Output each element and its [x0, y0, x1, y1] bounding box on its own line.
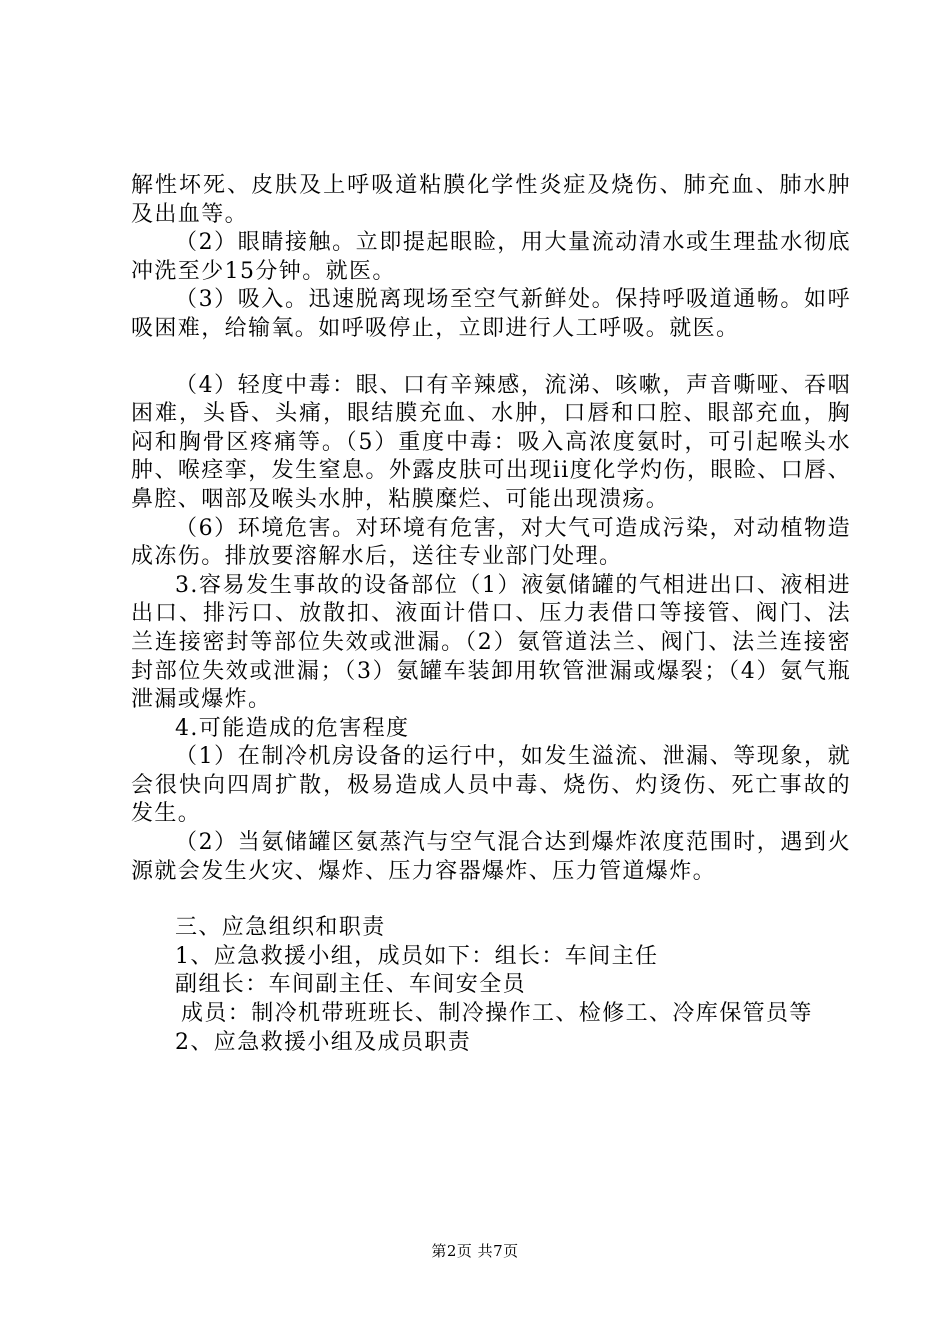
paragraph-hazard-1: （1）在制冷机房设备的运行中，如发生溢流、泄漏、等现象，就会很快向四周扩散，极易造成人员中毒、烧伤、灼烫伤、死亡事故的发生。: [131, 744, 851, 827]
paragraph-deputy-leader: 副组长：车间副主任、车间安全员: [175, 972, 527, 998]
paragraph-environmental-hazard: （6）环境危害。对环境有危害，对大气可造成污染，对动植物造成冻伤。排放要溶解水后，送往专业部门处理。: [131, 515, 851, 570]
paragraph-rescue-team-leader: 1、应急救援小组，成员如下：组长：车间主任: [175, 943, 659, 969]
paragraph-poisoning-symptoms: （4）轻度中毒：眼、口有辛辣感，流涕、咳嗽，声音嘶哑、吞咽困难，头昏、头痛，眼结膜充血、水肿，口唇和口腔、眼部充血，胸闷和胸骨区疼痛等。（5）重度中毒：吸入高浓度氨时，可引起喉头水肿、喉痉挛，发生窒息。外露皮肤可出现ii度化学灼伤，眼睑、口唇、鼻腔、咽部及喉头水肿，粘膜糜烂、可能出现溃疡。: [131, 372, 851, 512]
paragraph-gap: [131, 886, 851, 914]
paragraph-eye-contact: （2）眼睛接触。立即提起眼睑，用大量流动清水或生理盐水彻底冲洗至少15分钟。就医。: [131, 230, 851, 284]
section-heading-emergency-organization: 三、应急组织和职责: [175, 915, 386, 941]
paragraph-continuation: 解性坏死、皮肤及上呼吸道粘膜化学性炎症及烧伤、肺充血、肺水肿及出血等。: [131, 173, 851, 227]
heading-team-duties: 2、应急救援小组及成员职责: [175, 1029, 472, 1055]
paragraph-gap: [131, 344, 851, 372]
paragraph-hazard-2: （2）当氨储罐区氨蒸汽与空气混合达到爆炸浓度范围时，遇到火源就会发生火灾、爆炸、压力容器爆炸、压力管道爆炸。: [131, 830, 851, 884]
page-number-footer: 第2页 共7页: [431, 1242, 519, 1260]
paragraph-accident-prone-equipment: 3.容易发生事故的设备部位（1）液氨储罐的气相进出口、液相进出口、排污口、放散扣、液面计借口、压力表借口等接管、阀门、法兰连接密封等部位失效或泄漏。（2）氨管道法兰、阀门、法兰连接密封部位失效或泄漏；（3）氨罐车装卸用软管泄漏或爆裂；（4）氨气瓶泄漏或爆炸。: [131, 572, 851, 713]
paragraph-members: 成员：制冷机带班班长、制冷操作工、检修工、冷库保管员等: [181, 1001, 813, 1027]
document-body: [131, 172, 851, 1057]
heading-hazard-degree: 4.可能造成的危害程度: [175, 715, 410, 741]
paragraph-inhalation: （3）吸入。迅速脱离现场至空气新鲜处。保持呼吸道通畅。如呼吸困难，给输氧。如呼吸停止，立即进行人工呼吸。就医。: [131, 287, 851, 341]
